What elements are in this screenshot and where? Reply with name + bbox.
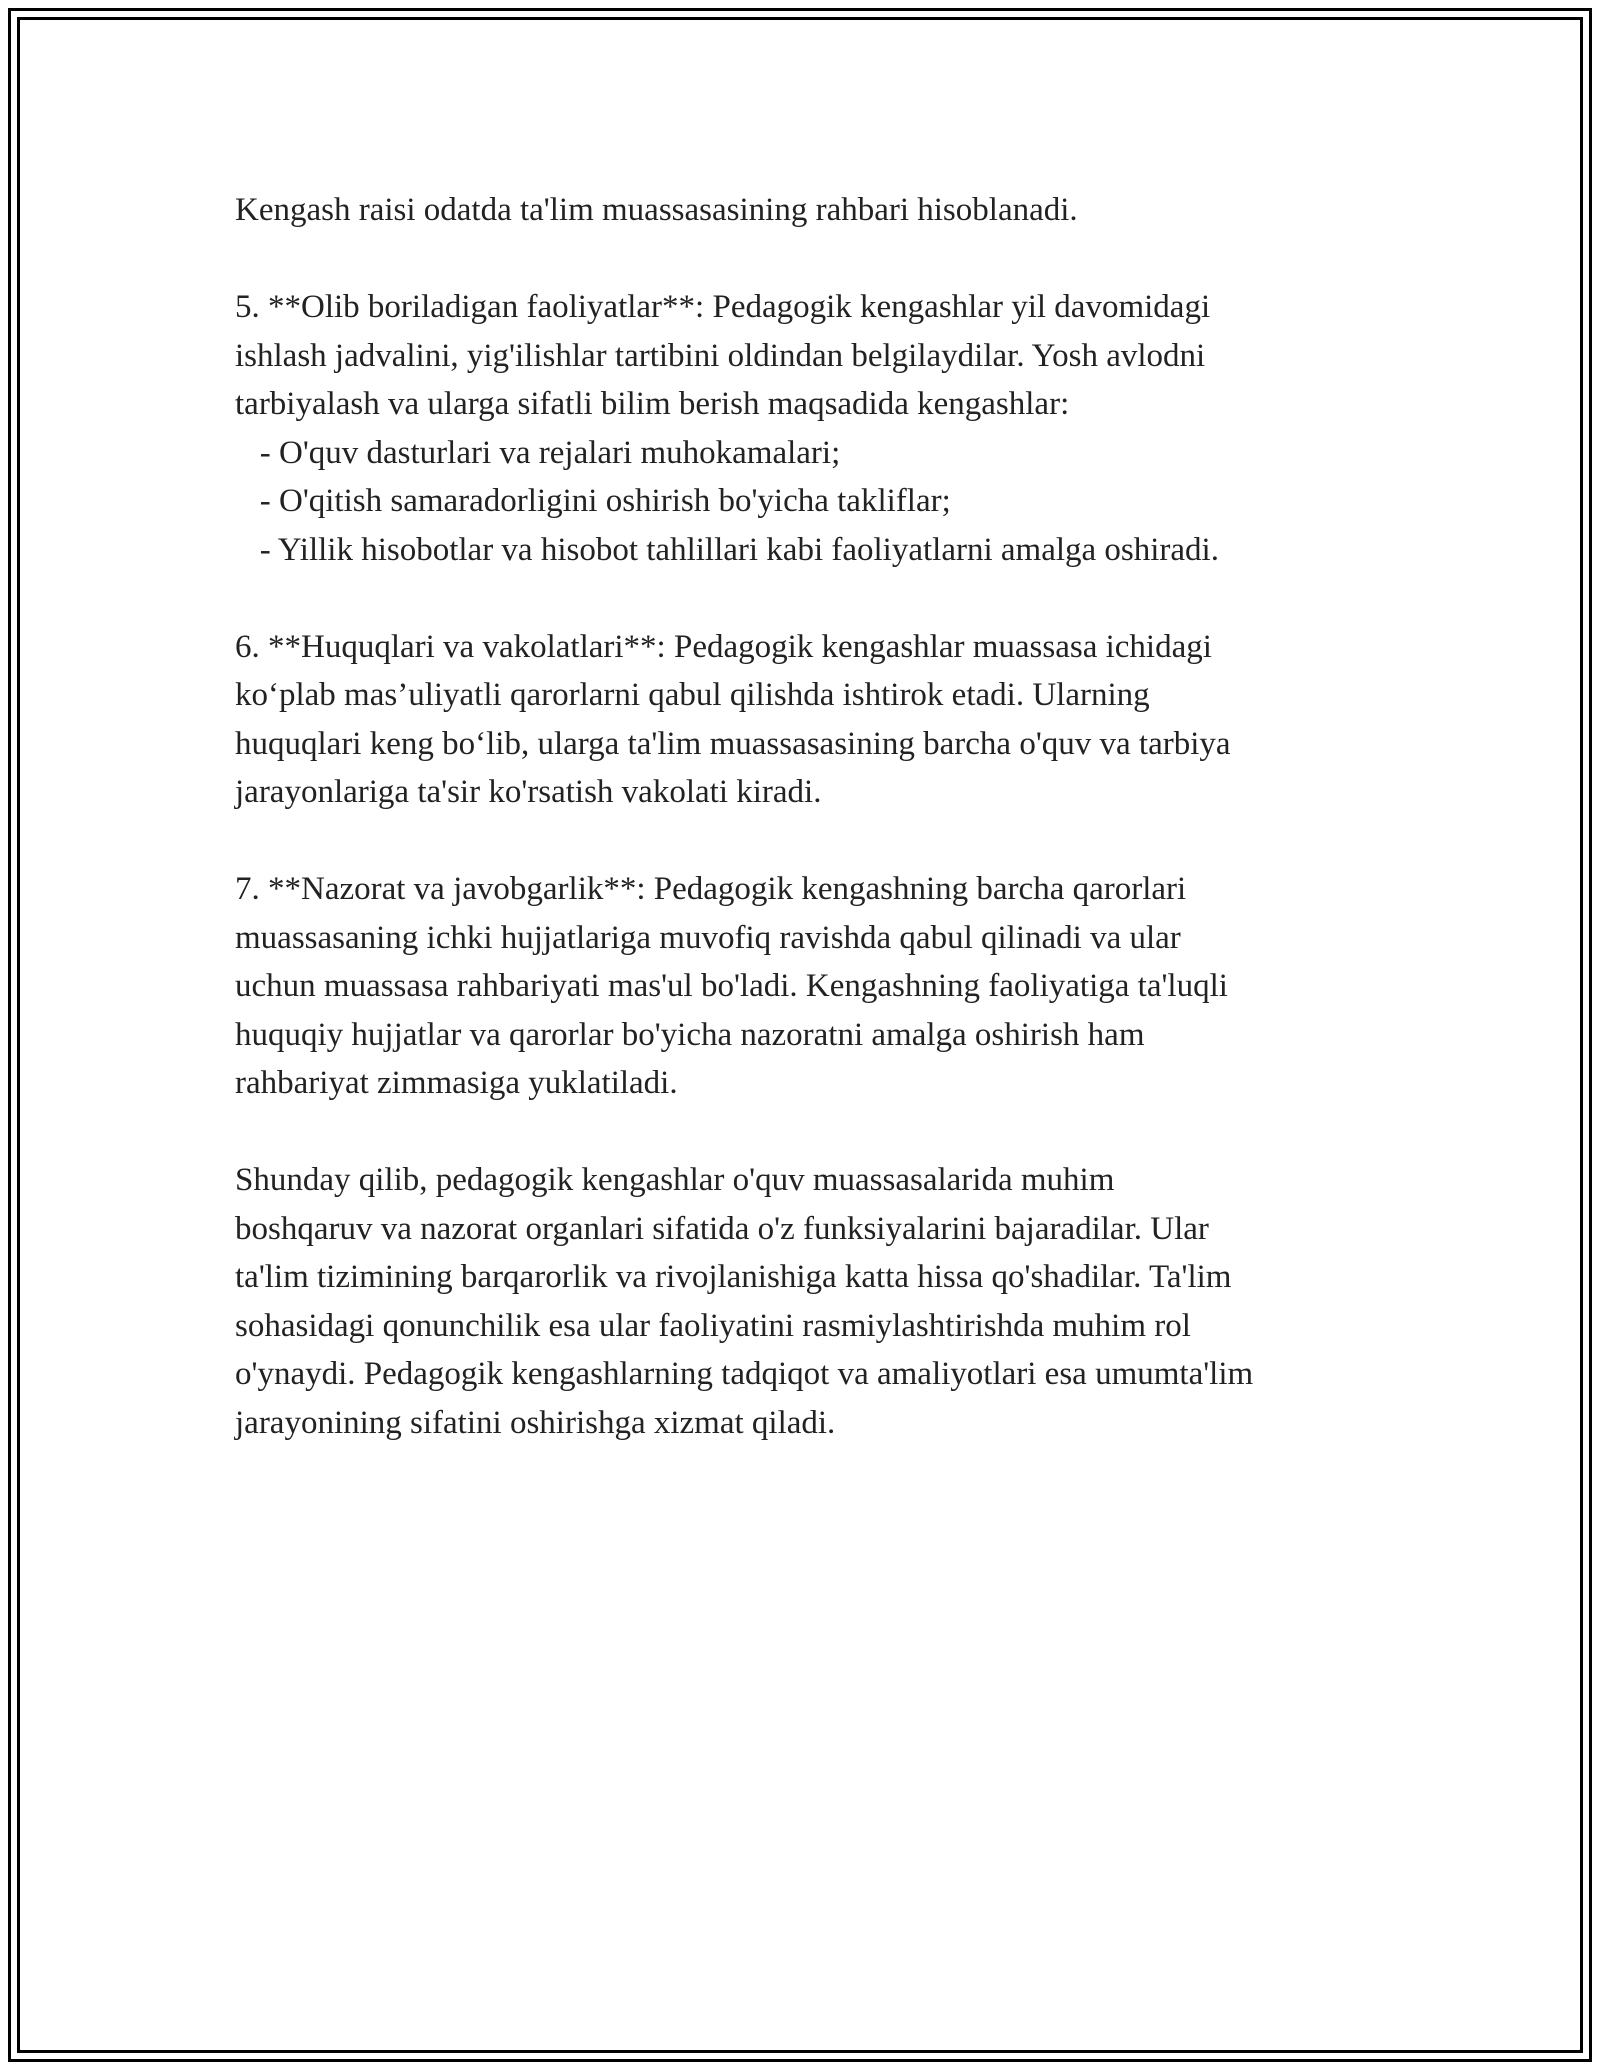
text-line: ishlash jadvalini, yig'ilishlar tartibini oldindan belgilaydilar. Yosh avlodni [235, 337, 1206, 374]
text-line: 7. **Nazorat va javobgarlik**: Pedagogik kengashning barcha qarorlari [235, 871, 1187, 907]
text-line: sohasidagi qonunchilik esa ular faoliyatini rasmiylashtirishda muhim rol [235, 1307, 1191, 1344]
text-line: uchun muassasa rahbariyati mas'ul bo'ladi. Kengashning faoliyatiga ta'luqli [235, 968, 1228, 1004]
text-line: muassasaning ichki hujjatlariga muvofiq ravishda qabul qilinadi va ular [235, 919, 1181, 956]
paragraph-conclusion [235, 1156, 1385, 1447]
text-line: huquqiy hujjatlar va qarorlar bo'yicha nazoratni amalga oshirish ham [235, 1016, 1145, 1053]
text-line: jarayonining sifatini oshirishga xizmat qiladi. [235, 1404, 836, 1441]
text-line: Shunday qilib, pedagogik kengashlar o'quv muassasalarida muhim [235, 1162, 1115, 1198]
text-line: rahbariyat zimmasiga yuklatiladi. [235, 1065, 678, 1101]
paragraph-control [235, 865, 1385, 1108]
text-line: 6. **Huquqlari va vakolatlari**: Pedagogik kengashlar muassasa ichidagi [235, 628, 1212, 665]
text-line: huquqlari keng bo‘lib, ularga ta'lim muassasasining barcha o'quv va tarbiya [235, 725, 1231, 762]
text-line: o'ynaydi. Pedagogik kengashlarning tadqiqot va amaliyotlari esa umumta'lim [235, 1356, 1254, 1392]
document-body [235, 186, 1385, 1447]
text-line: jarayonlariga ta'sir ko'rsatish vakolati kiradi. [235, 774, 822, 810]
text-line: tarbiyalash va ularga sifatli bilim berish maqsadida kengashlar: [235, 386, 1070, 422]
list-item: - Yillik hisobotlar va hisobot tahlillari kabi faoliyatlarni amalga oshiradi. [235, 531, 1219, 568]
list-item: - O'qitish samaradorligini oshirish bo'yicha takliflar; [235, 483, 951, 519]
text-line: Kengash raisi odatda ta'lim muassasasining rahbari hisoblanadi. [235, 192, 1078, 228]
paragraph-gap [235, 574, 1385, 623]
text-line: 5. **Olib boriladigan faoliyatlar**: Pedagogik kengashlar yil davomidagi [235, 289, 1211, 325]
paragraph-activities [235, 283, 1385, 574]
list-item: - O'quv dasturlari va rejalari muhokamalari; [235, 434, 841, 471]
text-line: ta'lim tizimining barqarorlik va rivojlanishiga katta hissa qo'shadilar. Ta'lim [235, 1259, 1232, 1295]
paragraph-chair-note [235, 186, 1385, 235]
paragraph-gap [235, 1108, 1385, 1157]
paragraph-rights [235, 623, 1385, 817]
paragraph-gap [235, 817, 1385, 866]
text-line: ko‘plab mas’uliyatli qarorlarni qabul qilishda ishtirok etadi. Ularning [235, 677, 1150, 713]
paragraph-gap [235, 235, 1385, 284]
text-line: boshqaruv va nazorat organlari sifatida o'z funksiyalarini bajaradilar. Ular [235, 1210, 1209, 1247]
